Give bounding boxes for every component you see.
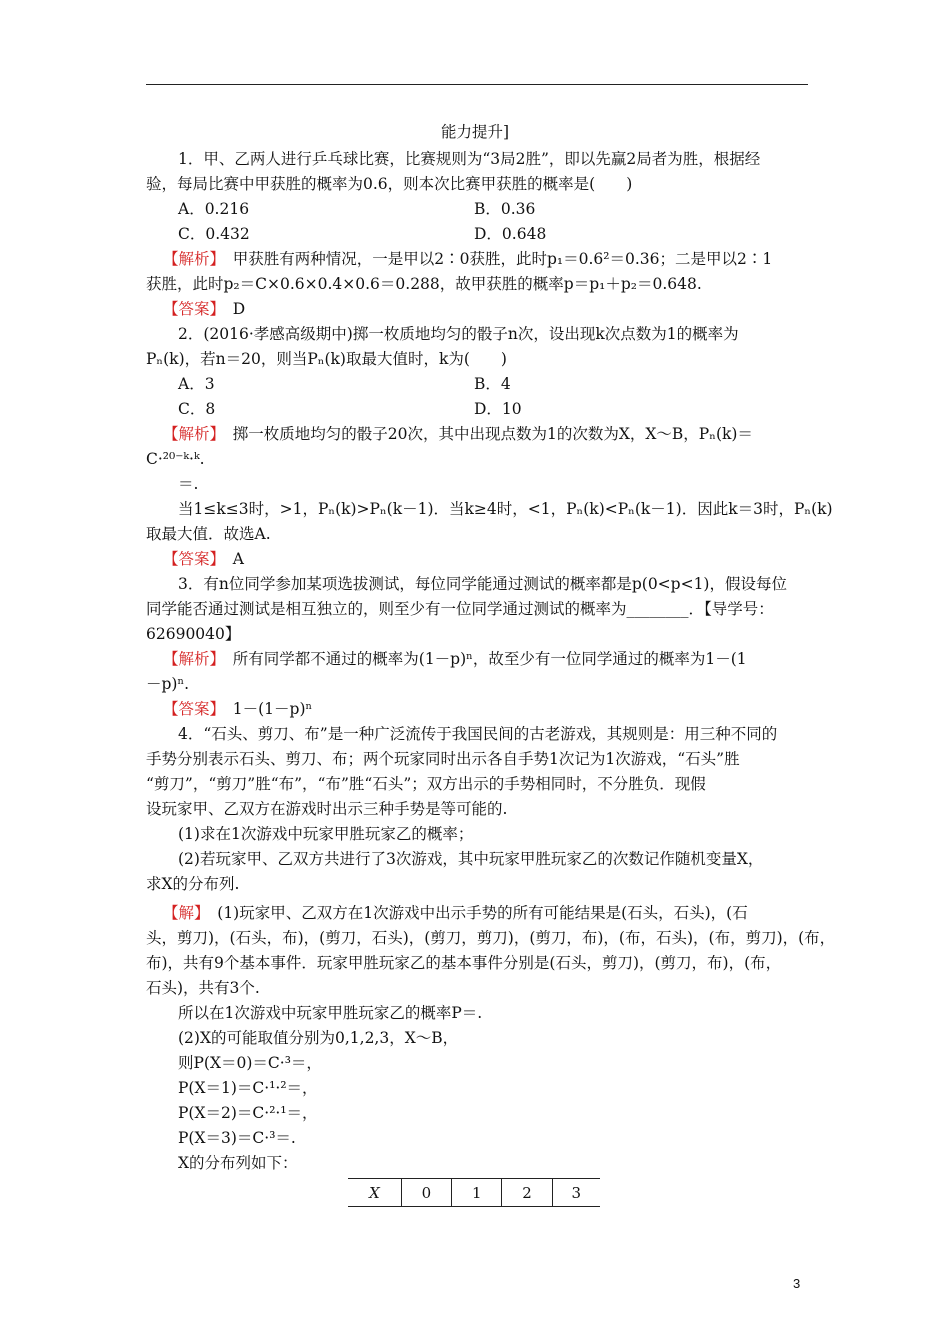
q1-answer: [163, 299, 245, 319]
answer-tag: 【答案】: [163, 550, 218, 568]
q3-analysis-text: 所有同学都不通过的概率为(1－p)ⁿ，故至少有一位同学通过的概率为1－(1: [217, 650, 747, 668]
q2-answer-text: A: [217, 550, 244, 568]
q4-solution-line10: P(X＝3)＝C·³＝.: [178, 1129, 296, 1147]
q3-answer: [163, 699, 312, 719]
analysis-tag: 【解析】: [163, 425, 218, 443]
analysis-tag: 【解析】: [163, 650, 218, 668]
q4-solution-line11: X的分布列如下：: [178, 1154, 298, 1172]
q4-solution-line8: P(X＝1)＝C·¹·²＝，: [178, 1079, 318, 1097]
table-row: [348, 1179, 600, 1207]
q1-option-a: A．0.216: [178, 200, 250, 218]
distribution-table: [348, 1178, 600, 1207]
q4-stem-line4: 设玩家甲、乙双方在游戏时出示三种手势是等可能的.: [146, 800, 508, 818]
table-cell: 1: [452, 1179, 502, 1207]
q1-option-c: C．0.432: [178, 225, 250, 243]
q2-analysis-line5: 取最大值．故选A.: [146, 525, 271, 543]
q4-stem-line2: 手势分别表示石头、剪刀、布；两个玩家同时出示各自手势1次记为1次游戏，“石头”胜: [146, 750, 740, 768]
q2-analysis-line3: ＝.: [178, 475, 199, 493]
q2-analysis-text: 掷一枚质地均匀的骰子20次，其中出现点数为1的次数为X，X～B，Pₙ(k)＝: [217, 425, 753, 443]
q4-part2-line2: 求X的分布列.: [146, 875, 240, 893]
page-number: 3: [793, 1276, 801, 1291]
q1-option-b: B．0.36: [474, 200, 536, 218]
table-cell: 2: [502, 1179, 552, 1207]
q1-analysis-line1: [163, 249, 772, 269]
q4-stem-line1: 4．“石头、剪刀、布”是一种广泛流传于我国民间的古老游戏，其规则是：用三种不同的: [178, 725, 778, 743]
q2-option-a: A．3: [178, 375, 215, 393]
solution-tag: 【解】: [163, 904, 202, 922]
q4-part2-line1: (2)若玩家甲、乙双方共进行了3次游戏，其中玩家甲胜玩家乙的次数记作随机变量X，: [178, 850, 764, 868]
q3-answer-text: 1－(1－p)ⁿ: [217, 700, 313, 718]
q3-stem-line1: 3．有n位同学参加某项选拔测试，每位同学能通过测试的概率都是p(0<p<1)，假设每位: [178, 575, 787, 593]
q1-analysis-text: 甲获胜有两种情况，一是甲以2∶0获胜，此时p₁＝0.6²＝0.36；二是甲以2∶1: [217, 250, 773, 268]
q2-answer: [163, 549, 244, 569]
q1-stem-line2: 验，每局比赛中甲获胜的概率为0.6，则本次比赛甲获胜的概率是( ): [146, 175, 633, 193]
q4-solution-line1: [163, 903, 748, 923]
section-title: 能力提升]: [440, 123, 510, 141]
q3-stem-line2: 同学能否通过测试是相互独立的，则至少有一位同学通过测试的概率为________．【导学号：: [146, 600, 774, 618]
q4-solution-line3: 布)，共有9个基本事件．玩家甲胜玩家乙的基本事件分别是(石头，剪刀)，(剪刀，布)，(布，: [146, 954, 782, 972]
q4-stem-line3: “剪刀”，“剪刀”胜“布”，“布”胜“石头”；双方出示的手势相同时，不分胜负．现假: [146, 775, 706, 793]
q4-part1: (1)求在1次游戏中玩家甲胜玩家乙的概率；: [178, 825, 474, 843]
table-cell-x: X: [369, 1183, 380, 1202]
q2-stem-line1: 2．(2016·孝感高级期中)掷一枚质地均匀的骰子n次，设出现k次点数为1的概率为: [178, 325, 739, 343]
q4-solution-line7: 则P(X＝0)＝C·³＝，: [178, 1054, 322, 1072]
q4-solution-line6: (2)X的可能取值分别为0,1,2,3，X～B，: [178, 1029, 459, 1047]
q1-option-d: D．0.648: [474, 225, 547, 243]
q1-answer-text: D: [217, 300, 246, 318]
q2-option-b: B．4: [474, 375, 511, 393]
q2-analysis-line2: C·²⁰⁻ᵏ·ᵏ.: [146, 450, 205, 468]
q3-analysis-line1: [163, 649, 747, 669]
analysis-tag: 【解析】: [163, 250, 218, 268]
q2-stem-line2: Pₙ(k)，若n＝20，则当Pₙ(k)取最大值时，k为( ): [146, 350, 507, 368]
q2-analysis-line1: [163, 424, 753, 444]
q4-solution-line9: P(X＝2)＝C·²·¹＝，: [178, 1104, 318, 1122]
q4-solution-line2: 头，剪刀)，(石头，布)，(剪刀，石头)，(剪刀，剪刀)，(剪刀，布)，(布，石头)，(布，剪刀)，(布，: [146, 929, 836, 947]
q3-analysis-line2: －p)ⁿ.: [146, 675, 190, 693]
answer-tag: 【答案】: [163, 700, 218, 718]
q2-option-c: C．8: [178, 400, 216, 418]
q1-analysis-line2: 获胜，此时p₂＝C×0.6×0.4×0.6＝0.288，故甲获胜的概率p＝p₁＋p₂＝0.648.: [146, 275, 702, 293]
answer-tag: 【答案】: [163, 300, 218, 318]
header-rule: [146, 84, 808, 85]
q4-solution-line5: 所以在1次游戏中玩家甲胜玩家乙的概率P＝.: [178, 1004, 483, 1022]
q4-solution-text: (1)玩家甲、乙双方在1次游戏中出示手势的所有可能结果是(石头，石头)，(石: [201, 904, 748, 922]
table-cell: 3: [552, 1179, 600, 1207]
q2-analysis-line4: 当1≤k≤3时，>1，Pₙ(k)>Pₙ(k－1)．当k≥4时，<1，Pₙ(k)<Pₙ(k－1)．因此k＝3时，Pₙ(k): [178, 500, 833, 518]
q1-stem-line1: 1．甲、乙两人进行乒乓球比赛，比赛规则为“3局2胜”，即以先赢2局者为胜，根据经: [178, 150, 761, 168]
q4-solution-line4: 石头)，共有3个.: [146, 979, 260, 997]
q2-option-d: D．10: [474, 400, 522, 418]
q3-stem-line3: 62690040】: [146, 625, 241, 643]
table-cell: 0: [401, 1179, 451, 1207]
